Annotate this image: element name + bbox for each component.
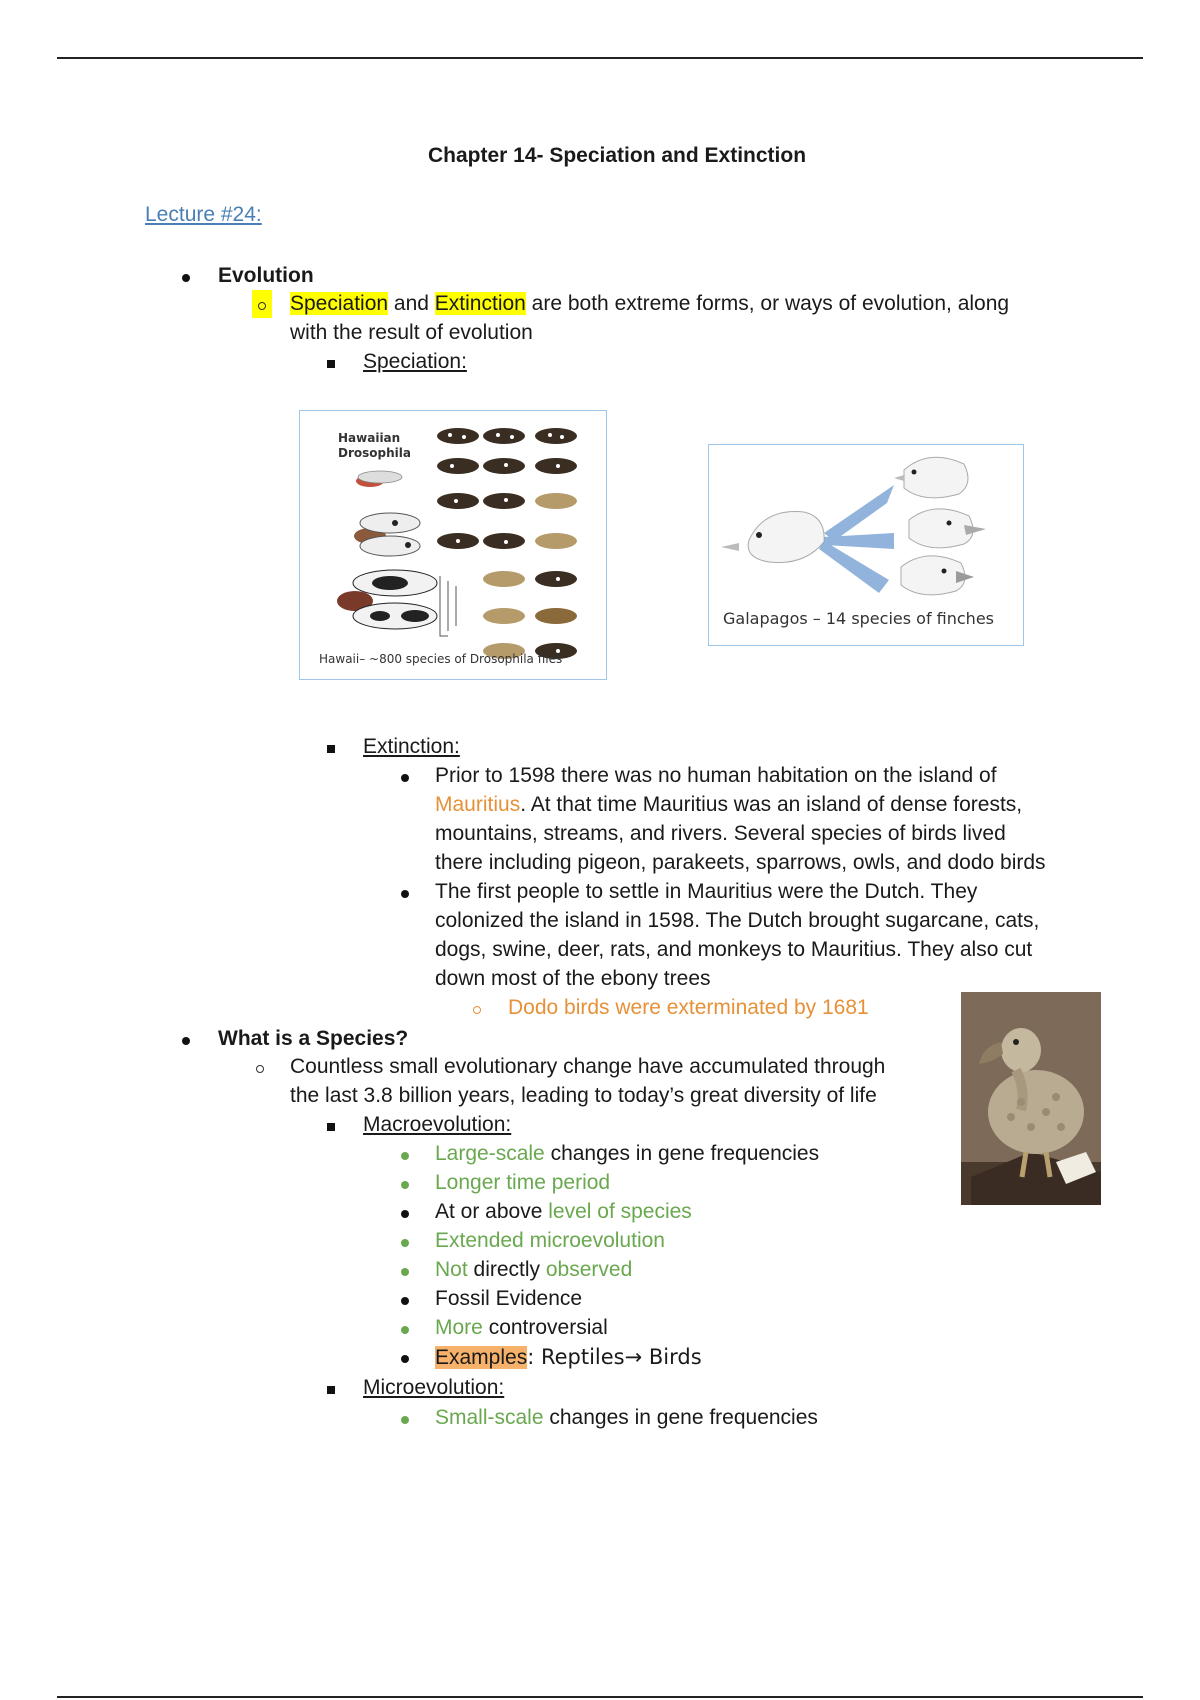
dodo-photo	[961, 992, 1101, 1205]
macro-item-7-more: More	[435, 1316, 483, 1339]
page-title: Chapter 14- Speciation and Extinction	[427, 144, 807, 167]
bullet-dot	[182, 262, 190, 290]
examples-term: Examples	[435, 1346, 528, 1369]
ancestor-bird-icon	[721, 512, 824, 563]
drosophila-title-line-2: Drosophila	[338, 446, 411, 460]
phylogeny-lines	[440, 576, 456, 636]
bullet-square	[327, 348, 335, 376]
bullet-square	[327, 733, 335, 761]
drosophila-figure	[299, 410, 607, 680]
extinction-p2-line-1: The first people to settle in Mauritius were the Dutch. They	[435, 880, 978, 903]
extinction-p1-line-2-rest: . At that time Mauritius was an island of dense forests,	[520, 793, 1023, 816]
drosophila-title-line-1: Hawaiian	[338, 431, 401, 445]
macro-item-5-observed: observed	[545, 1258, 633, 1281]
evolution-line-1	[290, 290, 1009, 318]
branch-arrows	[819, 485, 894, 593]
species-line-1: Countless small evolutionary change have accumulated through	[290, 1055, 886, 1078]
bullet-dot	[401, 1343, 409, 1371]
extinction-p2-line-2: colonized the island in 1598. The Dutch brought sugarcane, cats,	[435, 909, 1040, 932]
macro-item-5-not: Not	[435, 1258, 468, 1281]
bullet-dot	[401, 1404, 409, 1432]
extinction-p2-line-4: down most of the ebony trees	[435, 967, 711, 990]
dodo-note: Dodo birds were exterminated by 1681	[508, 996, 869, 1019]
macro-item-4: Extended microevolution	[435, 1229, 665, 1252]
dodo-bird-icon	[961, 992, 1101, 1205]
bullet-dot	[401, 1256, 409, 1284]
finch-bird-icon	[909, 509, 986, 548]
bullet-dot	[401, 1227, 409, 1255]
finches-figure	[708, 444, 1024, 646]
extinction-p1-line-2	[435, 791, 1022, 819]
bullet-dot	[401, 762, 409, 790]
macro-item-3	[435, 1198, 692, 1226]
extinction-label: Extinction:	[363, 735, 460, 758]
finch-bird-icon	[901, 556, 974, 595]
fly-icon	[337, 570, 437, 629]
macro-item-6: Fossil Evidence	[435, 1287, 583, 1310]
extinction-term: Extinction	[434, 292, 526, 315]
bullet-dot	[401, 1198, 409, 1226]
macro-item-1-term: Large-scale	[435, 1142, 545, 1165]
bullet-dot	[182, 1025, 190, 1053]
finches-caption: Galapagos – 14 species of finches	[723, 609, 994, 628]
macro-item-7	[435, 1314, 608, 1342]
bullet-circle	[252, 290, 272, 318]
mauritius-term: Mauritius	[435, 793, 521, 816]
micro-item-1	[435, 1404, 818, 1432]
and-text: and	[388, 292, 435, 315]
bullet-dot	[401, 1314, 409, 1342]
evolution-line-2: with the result of evolution	[290, 321, 533, 344]
bullet-square	[327, 1111, 335, 1139]
lecture-link[interactable]: Lecture #24:	[145, 203, 262, 226]
fly-icon	[354, 513, 420, 556]
micro-item-1-rest: changes in gene frequencies	[543, 1406, 818, 1429]
extinction-p1-line-4: there including pigeon, parakeets, sparrows, owls, and dodo birds	[435, 851, 1046, 874]
fly-icon	[356, 471, 402, 487]
macro-item-3-lead: At or above	[435, 1200, 549, 1223]
extinction-p2-line-3: dogs, swine, deer, rats, and monkeys to Mauritius. They also cut	[435, 938, 1033, 961]
drosophila-title	[338, 431, 411, 461]
macro-item-8	[435, 1343, 702, 1372]
examples-rest: : Reptiles→ Birds	[527, 1345, 702, 1369]
bullet-dot	[401, 1285, 409, 1313]
speciation-term: Speciation	[290, 292, 389, 315]
macroevolution-label: Macroevolution:	[363, 1113, 512, 1136]
macro-item-2: Longer time period	[435, 1171, 611, 1194]
drosophila-caption: Hawaii– ~800 species of Drosophila flies	[319, 652, 563, 666]
evolution-heading: Evolution	[218, 264, 314, 287]
macro-item-5-directly: directly	[467, 1258, 546, 1281]
microevolution-label: Microevolution:	[363, 1376, 505, 1399]
micro-item-1-term: Small-scale	[435, 1406, 544, 1429]
bullet-dot	[401, 878, 409, 906]
finch-bird-icon	[894, 457, 968, 498]
bullet-dot	[401, 1169, 409, 1197]
bullet-circle	[473, 994, 481, 1022]
macro-item-7-rest: controversial	[482, 1316, 608, 1339]
bullet-square	[327, 1374, 335, 1402]
extinction-p1-line-3: mountains, streams, and rivers. Several species of birds lived	[435, 822, 1006, 845]
macro-item-3-term: level of species	[548, 1200, 692, 1223]
species-heading: What is a Species?	[218, 1027, 409, 1050]
bullet-circle	[256, 1053, 264, 1081]
macro-item-1-rest: changes in gene frequencies	[544, 1142, 820, 1165]
species-line-2: the last 3.8 billion years, leading to today’s great diversity of life	[290, 1084, 877, 1107]
evolution-line-1-rest: are both extreme forms, or ways of evolution, along	[525, 292, 1010, 315]
speciation-label: Speciation:	[363, 350, 467, 373]
macro-item-5	[435, 1256, 632, 1284]
top-rule	[57, 57, 1143, 59]
bullet-dot	[401, 1140, 409, 1168]
macro-item-1	[435, 1140, 819, 1168]
bottom-rule	[57, 1696, 1143, 1698]
extinction-p1-line-1: Prior to 1598 there was no human habitation on the island of	[435, 764, 997, 787]
